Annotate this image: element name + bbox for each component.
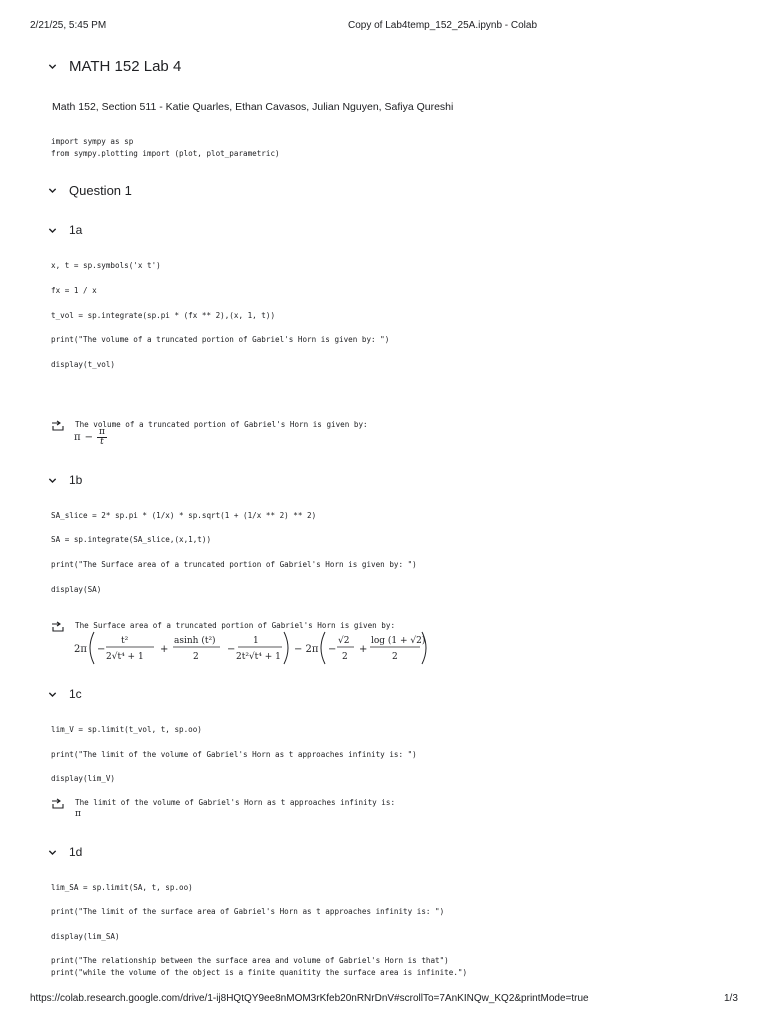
code-line[interactable]: lim_V = sp.limit(t_vol, t, sp.oo) [51, 725, 202, 734]
print-url: https://colab.research.google.com/drive/1-ij8HQtQY9ee8nMOM3rKfeb20nRNrDnV#scrollTo=7AnKINQw_KQ2&printMode=true [30, 993, 589, 1004]
math-symbol: t [100, 437, 104, 448]
math-term: 2 [392, 652, 398, 662]
output-toggle-icon[interactable] [51, 620, 65, 632]
code-line: import sympy as sp [51, 137, 134, 146]
math-symbol: π [98, 427, 105, 437]
math-term: 1 [253, 636, 259, 646]
output-toggle-icon[interactable] [51, 797, 65, 809]
output-text: The limit of the volume of Gabriel's Horn as t approaches infinity is: [75, 798, 396, 807]
code-line[interactable]: print("while the volume of the object is a finite quanitity the surface area is infinite.") [51, 968, 468, 977]
chevron-down-icon[interactable] [48, 62, 57, 71]
code-line[interactable]: x, t = sp.symbols('x t') [51, 261, 161, 270]
chevron-down-icon[interactable] [48, 186, 57, 195]
math-term: 2√t⁴ + 1 [106, 652, 144, 662]
section-heading: Question 1 [69, 183, 132, 198]
chevron-down-icon[interactable] [48, 226, 57, 235]
math-term: − 2π [294, 644, 319, 655]
math-term: 2t²√t⁴ + 1 [236, 652, 281, 662]
code-line[interactable]: fx = 1 / x [51, 286, 97, 295]
math-symbol: π [74, 432, 81, 444]
math-symbol: − [84, 432, 93, 444]
math-term: − [227, 644, 236, 655]
section-heading: 1a [69, 223, 83, 237]
code-line[interactable]: print("The Surface area of a truncated portion of Gabriel's Horn is given by: ") [51, 560, 417, 569]
code-line[interactable]: lim_SA = sp.limit(SA, t, sp.oo) [51, 883, 193, 892]
section-question-1[interactable] [48, 183, 132, 198]
math-term: √2 [338, 636, 350, 646]
code-line[interactable]: display(t_vol) [51, 360, 116, 369]
math-output-1b [70, 628, 430, 668]
math-term: 2 [193, 652, 199, 662]
output-toggle-icon[interactable] [51, 419, 65, 431]
chevron-down-icon[interactable] [48, 848, 57, 857]
math-term: − [97, 644, 106, 655]
output-text: The volume of a truncated portion of Gabriel's Horn is given by: [75, 420, 368, 429]
section-1a[interactable] [48, 223, 82, 237]
math-term: t² [121, 636, 129, 646]
authors-text: Math 152, Section 511 - Katie Quarles, Ethan Cavasos, Julian Nguyen, Safiya Qureshi [52, 101, 454, 113]
code-line[interactable]: display(SA) [51, 585, 102, 594]
chevron-down-icon[interactable] [48, 690, 57, 699]
print-page-title: Copy of Lab4temp_152_25A.ipynb - Colab [348, 20, 538, 31]
section-heading: 1b [69, 473, 83, 487]
section-title[interactable] [48, 58, 181, 75]
print-datetime: 2/21/25, 5:45 PM [30, 20, 107, 31]
section-heading: 1c [69, 687, 82, 701]
chevron-down-icon[interactable] [48, 476, 57, 485]
notebook-title: MATH 152 Lab 4 [69, 58, 182, 75]
print-page-number: 1/3 [724, 993, 738, 1004]
code-line[interactable]: t_vol = sp.integrate(sp.pi * (fx ** 2),(x, 1, t)) [51, 311, 276, 320]
section-1d[interactable] [48, 845, 82, 859]
code-line[interactable]: print("The limit of the volume of Gabriel's Horn as t approaches infinity is: ") [51, 750, 417, 759]
section-1c[interactable] [48, 687, 82, 701]
code-cell-imports[interactable] [51, 136, 280, 160]
output-text: The Surface area of a truncated portion of Gabriel's Horn is given by: [75, 621, 396, 630]
code-line[interactable]: SA_slice = 2* sp.pi * (1/x) * sp.sqrt(1 + (1/x ** 2) ** 2) [51, 511, 317, 520]
math-term: log (1 + √2) [371, 636, 426, 646]
code-line[interactable]: print("The volume of a truncated portion of Gabriel's Horn is given by: ") [51, 335, 390, 344]
code-line[interactable]: display(lim_SA) [51, 932, 120, 941]
code-line[interactable]: print("The limit of the surface area of Gabriel's Horn as t approaches infinity is: ") [51, 907, 445, 916]
math-term: − [328, 644, 337, 655]
section-1b[interactable] [48, 473, 82, 487]
code-line: from sympy.plotting import (plot, plot_parametric) [51, 149, 280, 158]
math-term: 2 [342, 652, 348, 662]
math-term: + [359, 644, 368, 655]
section-heading: 1d [69, 845, 83, 859]
math-term: + [160, 644, 169, 655]
code-line[interactable]: print("The relationship between the surface area and volume of Gabriel's Horn is that") [51, 956, 449, 965]
math-term: asinh (t²) [174, 636, 216, 646]
code-line[interactable]: SA = sp.integrate(SA_slice,(x,1,t)) [51, 535, 212, 544]
math-output-1a [74, 428, 107, 448]
math-term: 2π [74, 644, 87, 655]
code-line[interactable]: display(lim_V) [51, 774, 116, 783]
math-output-1c: π [75, 809, 81, 819]
